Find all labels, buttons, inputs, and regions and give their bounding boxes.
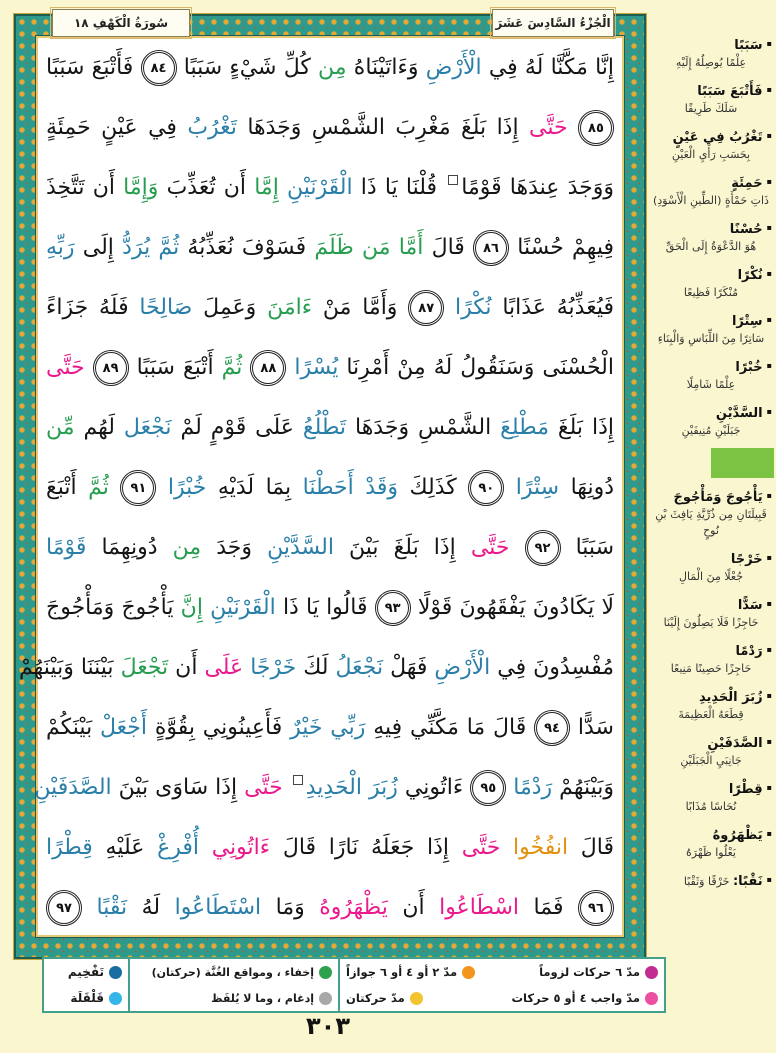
- quran-text-segment: السَّدَّيْنِ: [267, 535, 334, 560]
- quran-text-segment: وَجَدَ: [201, 535, 268, 560]
- note-definition: عِلْمًا شَامِلًا: [686, 378, 736, 391]
- legend-color-dot: [319, 966, 332, 979]
- quran-text-segment: [444, 295, 455, 320]
- quran-text-segment: ثُمَّ: [221, 355, 243, 380]
- quran-text-segment: ءَاتُونِي: [397, 775, 471, 800]
- legend-item: [511, 991, 658, 1005]
- legend-row: [340, 959, 664, 985]
- quran-text-segment: مِن: [172, 535, 202, 560]
- quran-line: [46, 398, 614, 458]
- margin-note: [644, 640, 774, 677]
- note-term-text: سَدًّا: [737, 598, 763, 613]
- legend-label: مدّ ٦ حركات لزوماً: [539, 965, 640, 979]
- legend-label: مدّ حركتان: [346, 991, 405, 1005]
- square-bullet-icon: ▪: [766, 131, 772, 140]
- quran-text-segment: سَدًّا: [570, 715, 614, 740]
- margin-note: [644, 824, 774, 861]
- square-bullet-icon: ▪: [766, 223, 772, 232]
- quran-text-segment: أُفْرِغْ: [157, 835, 199, 860]
- quran-text-segment: خُبْرًا: [167, 475, 207, 500]
- note-term: [644, 778, 774, 799]
- note-term-text: زُبَرَ الْحَدِيدِ: [698, 690, 763, 705]
- quran-text-segment: ءَامَنَ: [267, 295, 313, 320]
- quran-line: [46, 518, 614, 578]
- quran-text-segment: وَمَا: [261, 895, 320, 920]
- quran-text-segment: فَسَوْفَ نُعَذِّبُهُ: [179, 235, 315, 260]
- note-term-text: فَأَتْبَعَ سَبَبًا: [697, 84, 763, 99]
- ayah-marker: ٩٠: [468, 470, 504, 506]
- ayah-marker: ٨٦: [473, 230, 509, 266]
- margin-note: [644, 870, 774, 891]
- quran-text-segment: فَيُعَذِّبُهُ عَذَابًا: [491, 295, 614, 320]
- legend-color-dot: [462, 966, 475, 979]
- note-term-text: خَرْجًا: [730, 552, 763, 567]
- legend-item: [539, 965, 658, 979]
- margin-note: [644, 686, 774, 723]
- juz-title-cartouche: [492, 9, 614, 37]
- quran-text-segment: نَجْعَلُ: [335, 655, 384, 680]
- note-term-text: يَظْهَرُوهُ: [712, 828, 763, 843]
- quran-text-segment: خَيْرٌ: [290, 715, 323, 740]
- legend-label: إخفاء ، ومواقع الغُنَّة (حركتان): [151, 965, 314, 979]
- legend-row: [130, 985, 338, 1011]
- square-bullet-icon: ▪: [766, 691, 772, 700]
- quran-text-segment: لَهُم: [74, 415, 124, 440]
- quran-text-segment: وَوَجَدَ عِندَهَا قَوْمًا: [461, 175, 614, 200]
- legend-item: [346, 991, 423, 1005]
- square-bullet-icon: ▪: [766, 829, 772, 838]
- quran-text-segment: فَمَا: [519, 895, 578, 920]
- page-number: ٣٠٣: [306, 1012, 350, 1040]
- note-definition: جَانِبَيِ الْجَبَلَيْنِ: [680, 754, 742, 767]
- quran-text-area: [19, 35, 625, 938]
- legend-row: [44, 959, 128, 985]
- quran-text-segment: عَلَيْهِ: [92, 835, 158, 860]
- quran-text-segment: أَن تَتَّخِذَ: [46, 175, 124, 200]
- ayah-marker: ٨٤: [141, 50, 177, 86]
- quran-text-segment: [500, 835, 513, 860]
- quran-text-segment: إِنَّا مَكَّنَّا لَهُ فِي: [481, 55, 615, 80]
- quran-line: [46, 458, 614, 518]
- margin-glossary: [644, 34, 774, 900]
- square-bullet-icon: ▪: [766, 553, 772, 562]
- pause-square-mark: [293, 775, 303, 785]
- quran-text-segment: وَءَاتَيْنَاهُ: [346, 55, 426, 80]
- note-definition: قِطَعَهُ الْعَظِيمَةَ: [678, 708, 744, 721]
- quran-line: [46, 218, 614, 278]
- note-definition: نُحَاسًا مُذَابًا: [685, 800, 737, 813]
- quran-text-segment: فَلَهُ جَزَاءً: [46, 295, 140, 320]
- quran-text-segment: حَتَّى: [529, 115, 568, 140]
- note-term-text: سِتْرًا: [731, 314, 763, 329]
- quran-lines-container: [19, 38, 615, 938]
- quran-text-segment: رَبِّي: [330, 715, 366, 740]
- quran-text-segment: الْأَرْضِ: [434, 655, 491, 680]
- note-term: [644, 172, 774, 193]
- green-highlight-block: [711, 448, 774, 478]
- quran-text-segment: قَوْمًا: [46, 535, 87, 560]
- quran-text-segment: كُلِّ شَيْءٍ سَبَبًا: [176, 55, 319, 80]
- ayah-marker: ٩٥: [470, 770, 506, 806]
- legend-item: [70, 991, 122, 1005]
- legend-label: إدغام ، وما لا يُلفَظ: [211, 991, 314, 1005]
- quran-text-segment: [85, 355, 93, 380]
- note-term: [644, 686, 774, 707]
- quran-text-segment: ظَلَمَ: [314, 235, 354, 260]
- note-definition: جُعْلًا مِنَ الْمَالِ: [678, 570, 744, 583]
- quran-text-segment: بَيْنَكُمْ: [46, 715, 101, 740]
- legend-row: [44, 985, 128, 1011]
- quran-text-segment: فِي عَيْنٍ حَمِئَةٍ: [46, 115, 188, 140]
- legend-color-dot: [645, 992, 658, 1005]
- quran-text-segment: مَن: [362, 235, 391, 260]
- quran-text-segment: صَالِحًا: [139, 295, 193, 320]
- quran-text-segment: مَطْلِعَ: [500, 415, 549, 440]
- square-bullet-icon: ▪: [766, 85, 772, 94]
- square-bullet-icon: ▪: [766, 783, 772, 792]
- margin-note: [644, 80, 774, 117]
- margin-note: [644, 594, 774, 631]
- note-term: [644, 126, 774, 147]
- quran-text-segment: إِلَى: [74, 235, 123, 260]
- margin-note: [644, 34, 774, 71]
- quran-text-segment: [504, 475, 516, 500]
- quran-text-segment: قَالَ: [568, 835, 615, 860]
- ayah-marker: ٩٢: [525, 530, 561, 566]
- margin-note: [644, 310, 774, 347]
- legend-label: مدّ واجب ٤ أو ٥ حركات: [511, 991, 640, 1005]
- quran-line: [46, 38, 614, 98]
- note-term-text: قِطْرًا: [728, 782, 763, 797]
- quran-text-segment: [279, 175, 287, 200]
- quran-text-segment: إِمَّا: [254, 175, 279, 200]
- square-bullet-icon: ▪: [766, 875, 772, 884]
- quran-text-segment: أَتْبَعَ سَبَبًا: [128, 355, 222, 380]
- quran-text-segment: مُفْسِدُونَ فِي: [490, 655, 614, 680]
- quran-text-segment: اسْطَاعُوا: [439, 895, 520, 920]
- margin-note: [644, 126, 774, 163]
- legend-box: [130, 957, 340, 1013]
- quran-text-segment: حَتَّى: [461, 835, 501, 860]
- note-definition: ذَاتِ حَمْأَةٍ (الطِّينِ الْأَسْوَدِ): [653, 194, 769, 207]
- note-term-text: يَأْجُوجَ وَمَأْجُوجَ: [673, 490, 763, 505]
- note-term: [644, 264, 774, 285]
- quran-text-segment: أَتْبَعَ: [46, 475, 89, 500]
- quran-text-segment: سَبَبًا: [560, 535, 614, 560]
- quran-text-segment: عَلَى قَوْمٍ لَمْ: [171, 415, 303, 440]
- quran-text-segment: [509, 535, 524, 560]
- quran-text-segment: [109, 475, 121, 500]
- ayah-marker: ٩٦: [578, 890, 614, 926]
- note-term: [644, 594, 774, 615]
- square-bullet-icon: ▪: [766, 491, 772, 500]
- note-definition: قَبِيلَتَانِ مِن ذُرِّيَّةِ يَافِثَ بْنِ نُوحٍ: [655, 508, 767, 537]
- quran-text-segment: حَتَّى: [244, 775, 283, 800]
- quran-text-segment: رَبِّهِ: [46, 235, 75, 260]
- quran-line: [46, 158, 614, 218]
- quran-text-segment: فَأَعِينُونِي بِقُوَّةٍ: [147, 715, 291, 740]
- quran-line: [46, 698, 614, 758]
- ayah-marker: ٨٨: [250, 350, 286, 386]
- note-definition: هُوَ الدَّعْوَةُ إِلَى الْحَقِّ: [665, 240, 757, 253]
- margin-note: [644, 264, 774, 301]
- quran-text-segment: بِمَا لَدَيْهِ: [206, 475, 303, 500]
- quran-text-segment: الْحُسْنَى وَسَنَقُولُ لَهُ مِنْ أَمْرِنَا: [338, 355, 614, 380]
- ornamental-frame: [14, 14, 646, 959]
- quran-text-segment: الصَّدَفَيْنِ: [34, 775, 112, 800]
- quran-text-segment: قَالَ مَا مَكَّنِّي فِيهِ: [365, 715, 535, 740]
- quran-text-segment: كَذَلِكَ: [397, 475, 469, 500]
- legend-label: تَفْخِيم: [67, 965, 104, 979]
- legend-color-dot: [319, 992, 332, 1005]
- note-term-text: الصَّدَفَيْنِ: [707, 736, 763, 751]
- legend-row: [130, 959, 338, 985]
- legend-color-dot: [109, 992, 122, 1005]
- quran-text-segment: [156, 475, 168, 500]
- note-term: [644, 824, 774, 845]
- quran-text-segment: سِتْرًا: [515, 475, 560, 500]
- note-definition: مُنْكَرًا فَظِيعًا: [683, 286, 739, 299]
- quran-text-segment: لَكَ: [296, 655, 336, 680]
- square-bullet-icon: ▪: [766, 39, 772, 48]
- legend-box: [340, 957, 666, 1013]
- note-term: [644, 870, 774, 891]
- note-term-text: سَبَبًا: [734, 38, 763, 53]
- square-bullet-icon: ▪: [766, 177, 772, 186]
- quran-text-segment: تَجْعَلَ: [120, 655, 169, 680]
- note-term: [644, 34, 774, 55]
- quran-text-segment: أَحَطْنَا: [302, 475, 354, 500]
- legend-row: [340, 985, 664, 1011]
- note-term-text: حَمِئَةٍ: [731, 176, 763, 191]
- quran-text-segment: إِذَا بَلَغَ بَيْنَ: [333, 535, 471, 560]
- quran-text-segment: مِّن: [46, 415, 75, 440]
- quran-text-segment: وَإِمَّا: [123, 175, 159, 200]
- quran-text-segment: لَا يَكَادُونَ يَفْقَهُونَ قَوْلًا: [410, 595, 615, 620]
- quran-text-segment: [391, 235, 399, 260]
- quran-text-segment: أَن: [168, 655, 205, 680]
- quran-text-segment: دُونِهِمَا: [86, 535, 173, 560]
- ayah-marker: ٨٥: [578, 110, 614, 146]
- quran-text-segment: عَلَى: [204, 655, 244, 680]
- quran-text-segment: زُبَرَ: [368, 775, 398, 800]
- note-term-text: السَّدَّيْنِ: [715, 406, 763, 421]
- square-bullet-icon: ▪: [766, 361, 772, 370]
- quran-text-segment: رَدْمًا: [513, 775, 553, 800]
- margin-note: [644, 172, 774, 209]
- quran-text-segment: وَأَمَّا مَنْ: [312, 295, 409, 320]
- quran-line: [34, 758, 614, 818]
- square-bullet-icon: ▪: [766, 645, 772, 654]
- quran-text-segment: قَالُوا يَا ذَا: [275, 595, 375, 620]
- note-definition: حَاجِزًا حَصِينًا مَنِيعًا: [670, 662, 752, 675]
- quran-text-segment: قِطْرًا: [46, 835, 93, 860]
- margin-note: [644, 356, 774, 393]
- quran-line: [46, 98, 614, 158]
- note-term: [644, 356, 774, 377]
- quran-line: [19, 638, 614, 698]
- quran-text-segment: حَتَّى: [470, 535, 510, 560]
- quran-text-segment: يَظْهَرُوهُ: [319, 895, 388, 920]
- margin-note: [644, 778, 774, 815]
- quran-text-segment: حَتَّى: [46, 355, 85, 380]
- quran-text-segment: وَقَدْ: [365, 475, 398, 500]
- note-term-text: نُكْرًا: [737, 268, 763, 283]
- quran-text-segment: وَعَمِلَ: [192, 295, 268, 320]
- note-definition: جَبَلَيْنِ مُنِيفَيْنِ: [681, 424, 741, 437]
- ayah-marker: ٩٣: [375, 590, 411, 626]
- note-definition: بِحَسَبِ رَأْيِ الْعَيْنِ: [671, 148, 751, 161]
- quran-text-segment: [354, 475, 366, 500]
- note-term: [644, 402, 774, 423]
- quran-text-segment: نُكْرًا: [455, 295, 492, 320]
- surah-title: سُورَةُ الْكَهْفِ ١٨: [73, 16, 169, 30]
- quran-text-segment: إِذَا جَعَلَهُ نَارًا قَالَ: [270, 835, 462, 860]
- quran-text-segment: تَغْرُبُ: [187, 115, 237, 140]
- quran-text-segment: [354, 235, 362, 260]
- note-definition: يَعْلُوا ظَهْرَهُ: [686, 846, 736, 859]
- square-bullet-icon: ▪: [766, 737, 772, 746]
- quran-text-segment: يَأْجُوجَ وَمَأْجُوجَ: [46, 595, 181, 620]
- quran-text-segment: ثُمَّ: [158, 235, 180, 260]
- note-term: [644, 732, 774, 753]
- quran-text-segment: ثُمَّ: [88, 475, 109, 500]
- quran-text-segment: [283, 775, 290, 800]
- ayah-marker: ٨٩: [93, 350, 129, 386]
- quran-text-segment: إِنَّ: [180, 595, 203, 620]
- note-definition: خَرْقًا وَثَقْبًا: [683, 875, 733, 888]
- quran-text-segment: إِذَا بَلَغَ: [548, 415, 614, 440]
- note-term: [644, 310, 774, 331]
- quran-text-segment: أَمَّا: [398, 235, 424, 260]
- quran-text-segment: قُلْنَا يَا ذَا: [352, 175, 446, 200]
- quran-text-segment: نَقْبًا: [96, 895, 128, 920]
- note-term-text: تَغْرُبُ فِي عَيْنٍ: [672, 130, 763, 145]
- note-term: [644, 640, 774, 661]
- ayah-marker: ٩٤: [534, 710, 570, 746]
- margin-note: [644, 486, 774, 539]
- legend-item: [152, 966, 332, 979]
- quran-text-segment: مِن: [318, 55, 347, 80]
- pause-square-mark: [448, 175, 458, 185]
- square-bullet-icon: ▪: [766, 407, 772, 416]
- quran-text-segment: وَبَيْنَهُمْ: [552, 775, 614, 800]
- note-term: [644, 80, 774, 101]
- ayah-marker: ٨٧: [408, 290, 444, 326]
- note-term: [644, 548, 774, 569]
- square-bullet-icon: ▪: [766, 599, 772, 608]
- quran-text-segment: فَهَلْ: [383, 655, 435, 680]
- quran-text-segment: لَهُ: [127, 895, 175, 920]
- margin-note: [644, 548, 774, 585]
- margin-note: [644, 732, 774, 769]
- note-term-text: حُسْنًا: [729, 222, 763, 237]
- quran-text-segment: [199, 835, 212, 860]
- quran-text-segment: اسْتَطَاعُوا: [174, 895, 262, 920]
- note-definition: حَاجِزًا فَلَا يَصِلُونَ إِلَيْنَا: [663, 616, 759, 629]
- quran-line: [46, 338, 614, 398]
- legend-item: [346, 965, 475, 979]
- quran-text-segment: أَن تُعَذِّبَ: [158, 175, 255, 200]
- note-term: [644, 218, 774, 239]
- note-term-text: رَدْمًا: [735, 644, 763, 659]
- quran-text-segment: قَالَ: [423, 235, 474, 260]
- square-bullet-icon: ▪: [766, 269, 772, 278]
- quran-text-segment: [568, 115, 578, 140]
- quran-text-segment: يُرَدُّ: [122, 235, 151, 260]
- quran-text-segment: خَرْجًا: [250, 655, 297, 680]
- quran-text-segment: [82, 895, 97, 920]
- quran-text-segment: الْقَرْنَيْنِ: [210, 595, 276, 620]
- ayah-marker: ٩١: [120, 470, 156, 506]
- quran-text-segment: فِيهِمْ حُسْنًا: [509, 235, 614, 260]
- note-term-text: نَقْبًا:: [732, 874, 763, 889]
- quran-text-segment: أَجْعَلْ: [100, 715, 148, 740]
- tajweed-legend: [42, 957, 666, 1013]
- note-definition: سَلَكَ طَرِيقًا: [684, 102, 738, 115]
- quran-line: [46, 818, 614, 878]
- quran-text-segment: تَطْلُعُ: [302, 415, 347, 440]
- note-term: [644, 486, 774, 507]
- quran-text-segment: إِذَا بَلَغَ مَغْرِبَ الشَّمْسِ وَجَدَهَا: [236, 115, 529, 140]
- square-bullet-icon: ▪: [766, 315, 772, 324]
- quran-text-segment: فَأَتْبَعَ سَبَبًا: [46, 55, 141, 80]
- note-definition: سَاتِرًا مِنَ اللِّبَاسِ وَالْبِنَاءِ: [657, 332, 765, 345]
- quran-text-segment: بَيْنَنَا وَبَيْنَهُمْ: [19, 655, 121, 680]
- quran-line: [46, 578, 614, 638]
- quran-text-segment: نَجْعَل: [123, 415, 172, 440]
- note-term-text: خُبْرًا: [735, 360, 763, 375]
- ayah-marker: ٩٧: [46, 890, 82, 926]
- legend-item: [68, 965, 122, 979]
- margin-note: [644, 218, 774, 255]
- quran-text-segment: الْحَدِيدِ: [305, 775, 362, 800]
- quran-text-segment: دُونِهَا: [559, 475, 614, 500]
- quran-text-segment: يُسْرًا: [294, 355, 339, 380]
- surah-title-cartouche: [52, 9, 190, 37]
- note-definition: عِلْمًا يُوصِلُهُ إِلَيْهِ: [675, 56, 747, 69]
- quran-text-segment: [362, 775, 369, 800]
- quran-text-segment: الشَّمْسِ وَجَدَهَا: [346, 415, 501, 440]
- legend-item: [211, 992, 332, 1005]
- quran-text-segment: الْأَرْضِ: [425, 55, 482, 80]
- margin-note: [644, 402, 774, 439]
- quran-line: [46, 278, 614, 338]
- quran-text-segment: أَن: [387, 895, 440, 920]
- quran-text-segment: [242, 355, 250, 380]
- quran-line: [46, 878, 614, 938]
- juz-title: الْجُزْءُ السَّادِسَ عَشَرَ: [495, 16, 611, 30]
- legend-label: مدّ ٢ أو ٤ أو ٦ جوازاً: [346, 965, 458, 979]
- legend-color-dot: [645, 966, 658, 979]
- quran-text-segment: الْقَرْنَيْنِ: [287, 175, 353, 200]
- quran-text-segment: إِذَا سَاوَى بَيْنَ: [111, 775, 245, 800]
- quran-text-segment: انفُخُوا: [513, 835, 569, 860]
- legend-box: [42, 957, 130, 1013]
- legend-color-dot: [410, 992, 423, 1005]
- quran-text-segment: ءَاتُونِي: [211, 835, 271, 860]
- legend-label: قَلْقَلَة: [70, 991, 104, 1005]
- legend-color-dot: [109, 966, 122, 979]
